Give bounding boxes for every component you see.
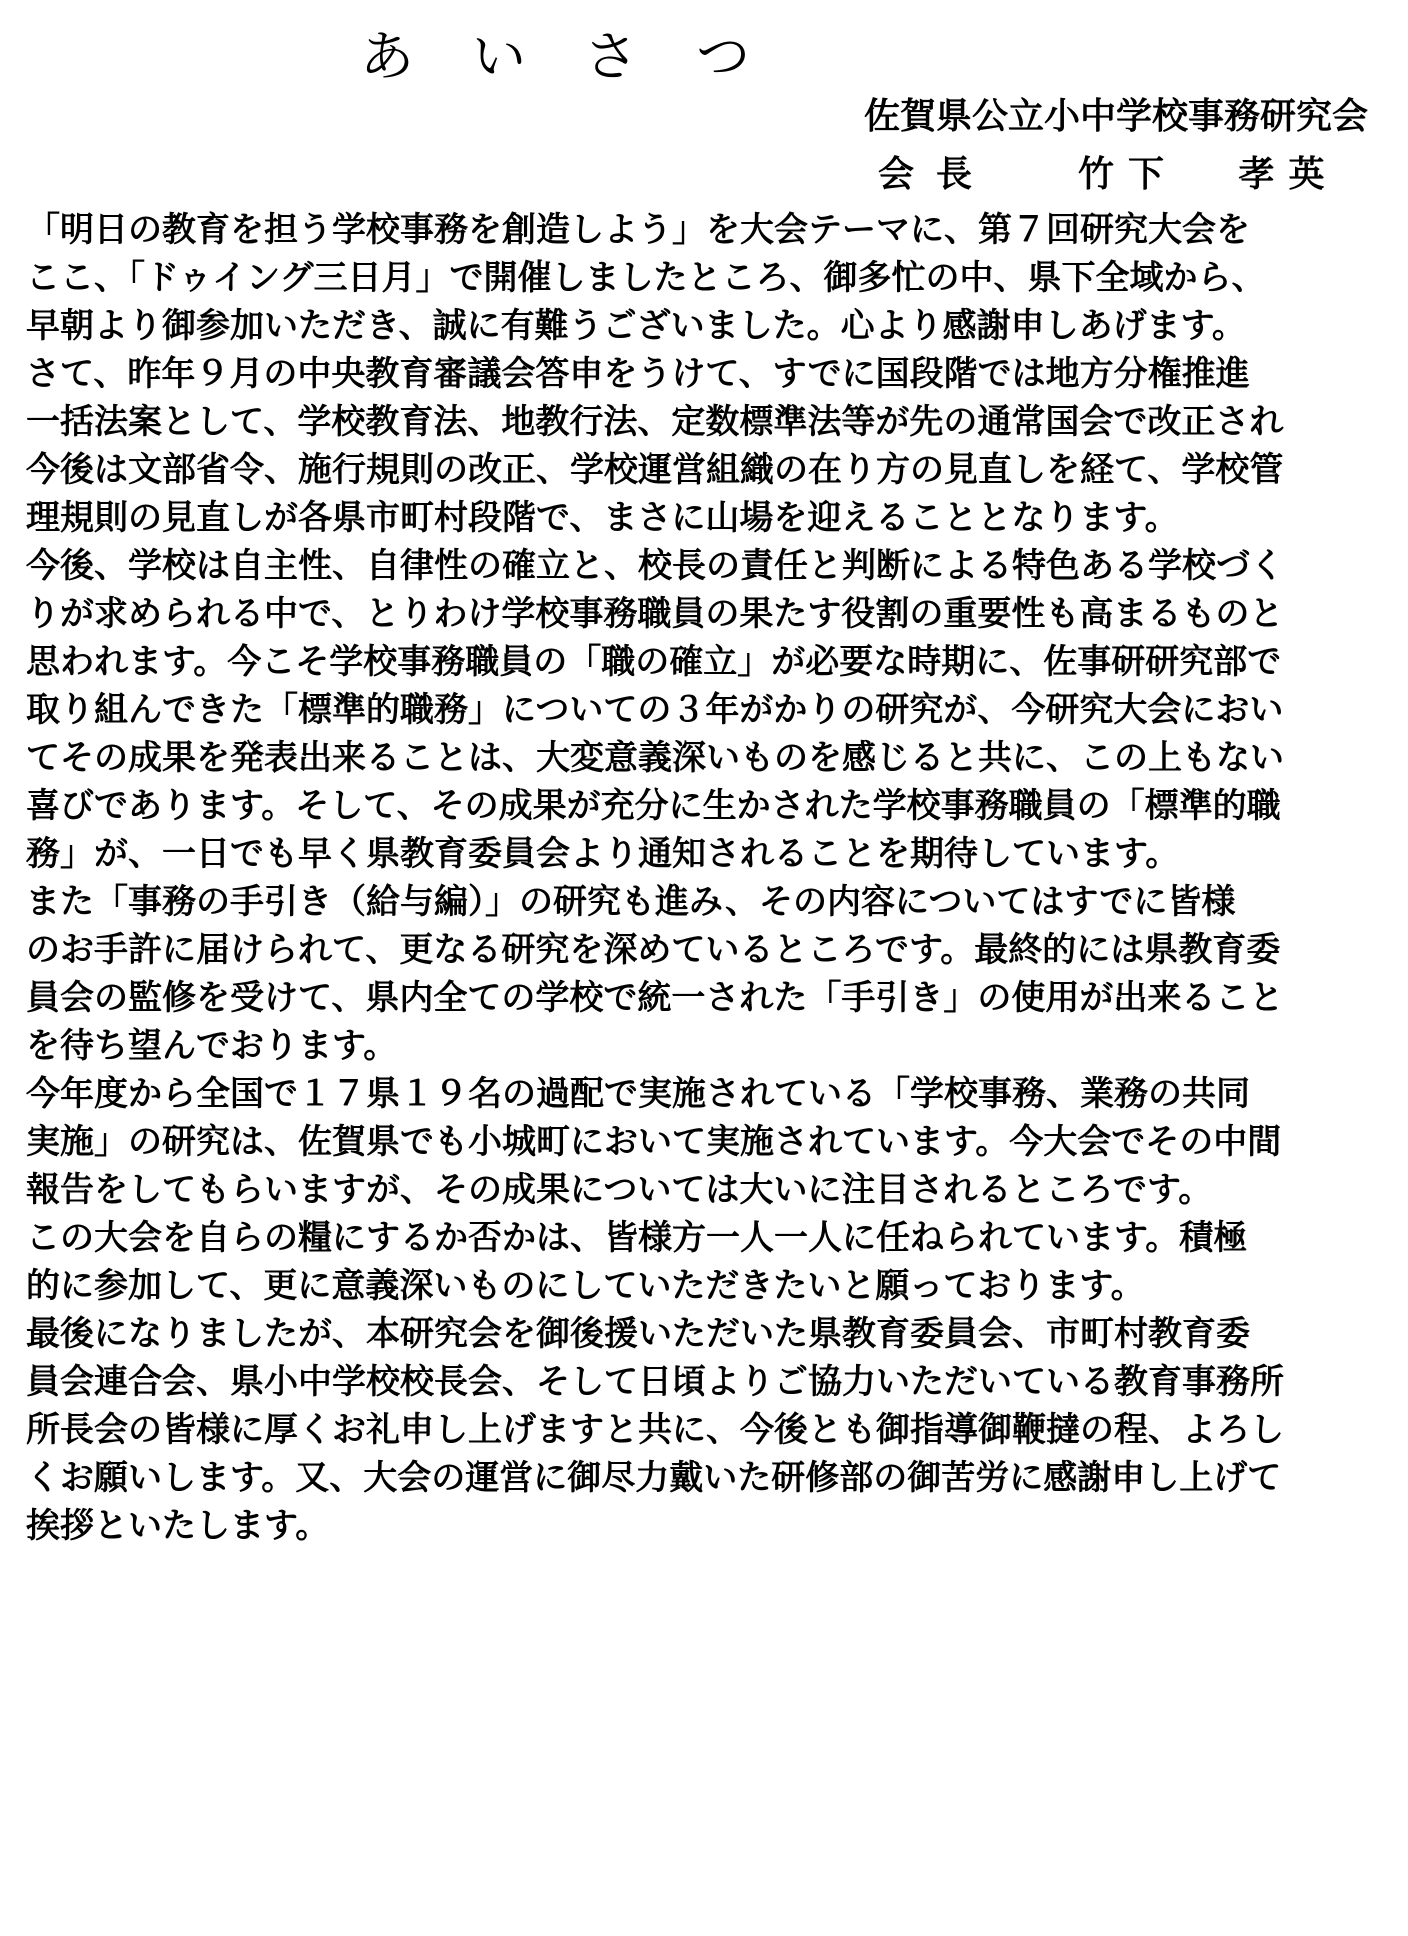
body-line: 今年度から全国で１７県１９名の過配で実施されている「学校事務、業務の共同 [26,1074,1250,1114]
body-line: 理規則の見直しが各県市町村段階で、まさに山場を迎えることとなります。 [26,498,1179,538]
body-line: 今後は文部省令、施行規則の改正、学校運営組織の在り方の見直しを経て、学校管 [26,450,1284,490]
body-line: のお手許に届けられて、更なる研究を深めているところです。最終的には県教育委 [26,930,1281,970]
body-line: この大会を自らの糧にするか否かは、皆様方一人一人に任ねられています。積極 [26,1218,1248,1258]
body-line: 報告をしてもらいますが、その成果については大いに注目されるところです。 [26,1170,1213,1210]
body-line: 喜びであります。そして、その成果が充分に生かされた学校事務職員の「標準的職 [26,786,1281,826]
greeting-body [26,206,1386,1550]
body-line: 務」が、一日でも早く県教育委員会より通知されることを期待しています。 [26,834,1180,874]
body-line: さて、昨年９月の中央教育審議会答申をうけて、すでに国段階では地方分権推進 [26,354,1250,394]
president-name: 竹下 孝英 [1078,153,1339,195]
body-line: 一括法案として、学校教育法、地教行法、定数標準法等が先の通常国会で改正され [26,402,1284,442]
body-line: ここ、「ドゥイング三日月」で開催しましたところ、御多忙の中、県下全域から、 [26,258,1266,298]
body-line: を待ち望んでおります。 [26,1026,398,1066]
body-line: 「明日の教育を担う学校事務を創造しよう」を大会テーマに、第７回研究大会を [26,210,1250,250]
body-line: 早朝より御参加いただき、誠に有難うございました。心より感謝申しあげます。 [26,306,1246,346]
body-line: りが求められる中で、とりわけ学校事務職員の果たす役割の重要性も高まるものと [26,594,1284,634]
body-line: 的に参加して、更に意義深いものにしていただきたいと願っております。 [26,1266,1145,1306]
president-role: 会長 [878,153,995,195]
body-line: くお願いします。又、大会の運営に御尽力戴いた研修部の御苦労に感謝申し上げて [26,1458,1282,1498]
body-line: てその成果を発表出来ることは、大変意義深いものを感じると共に、この上もない [26,738,1284,778]
body-line: 員会の監修を受けて、県内全ての学校で統一された「手引き」の使用が出来ること [26,978,1284,1018]
body-line: 今後、学校は自主性、自律性の確立と、校長の責任と判断による特色ある学校づく [26,546,1284,586]
body-line: 員会連合会、県小中学校校長会、そして日頃よりご協力いただいている教育事務所 [26,1362,1284,1402]
body-line: 取り組んできた「標準的職務」についての３年がかりの研究が、今研究大会におい [26,690,1284,730]
body-line: また「事務の手引き（給与編）」の研究も進み、その内容についてはすでに皆様 [26,882,1236,922]
organization-name: 佐賀県公立小中学校事務研究会 [863,95,1368,137]
body-line: 挨拶といたします。 [26,1506,330,1546]
document-title: あいさつ [360,25,808,88]
body-line: 思われます。今こそ学校事務職員の「職の確立」が必要な時期に、佐事研研究部で [26,642,1282,682]
body-line: 所長会の皆様に厚くお礼申し上げますと共に、今後とも御指導御鞭撻の程、よろし [26,1410,1284,1450]
body-line: 最後になりましたが、本研究会を御後援いただいた県教育委員会、市町村教育委 [26,1314,1250,1354]
body-line: 実施」の研究は、佐賀県でも小城町において実施されています。今大会でその中間 [26,1122,1282,1162]
